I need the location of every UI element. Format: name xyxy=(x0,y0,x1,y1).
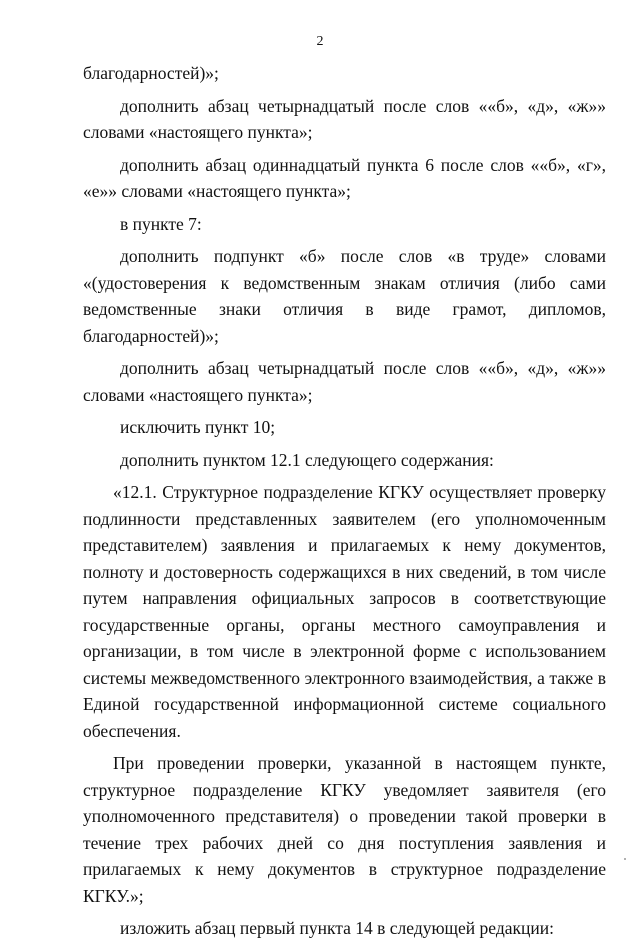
paragraph-point-12-1-text: «12.1. Структурное подразделение КГКУ осуществляет проверку подлинности представленных заявителем (его уполномоченным представителем) заявления и прилагаемых к нему документов, полноту и достоверность содержащихся в них сведений, в том числе путем направления официальных запросов в соответствующие государственные органы, органы местного самоуправления и организации, в том числе в электронной форме с использованием системы межведомственного электронного взаимодействия, а также в Единой государственной информационной системе социального обеспечения. xyxy=(83,482,606,741)
page-number: 2 xyxy=(316,34,324,49)
paragraph-add-point-12-1: дополнить пунктом 12.1 следующего содержания: xyxy=(120,449,494,470)
paragraph-amend-eleventh: дополнить абзац одиннадцатый пункта 6 после слов ««б», «г», «е»» словами «настоящего пункта»; xyxy=(83,154,606,201)
scan-speck xyxy=(624,858,626,860)
paragraph-amend-fourteenth-2: дополнить абзац четырнадцатый после слов ««б», «д», «ж»» словами «настоящего пункта»; xyxy=(83,358,606,405)
paragraph-verification-notice: При проведении проверки, указанной в настоящем пункте, структурное подразделение КГКУ уведомляет заявителя (его уполномоченного представителя) о проведении такой проверки в течение трех рабочих дней со дня поступления заявления и прилагаемых к нему документов в структурное подразделение КГКУ.»; xyxy=(83,753,606,906)
paragraph-continuation: благодарностей)»; xyxy=(83,63,219,83)
paragraph-exclude-point-10: исключить пункт 10; xyxy=(120,417,276,437)
paragraph-subpoint-b: дополнить подпункт «б» после слов «в труде» словами «(удостоверения к ведомственным знакам отличия (либо сами ведомственные знаки отличия в виде грамот, дипломов, благодарностей)»; xyxy=(83,246,606,346)
paragraph-amend-fourteenth: дополнить абзац четырнадцатый после слов ««б», «д», «ж»» словами «настоящего пункта»; xyxy=(83,95,606,142)
paragraph-point-7-heading: в пункте 7: xyxy=(120,213,202,234)
document-body xyxy=(83,60,606,948)
paragraph-point-14-edit: изложить абзац первый пункта 14 в следующей редакции: xyxy=(120,918,554,938)
